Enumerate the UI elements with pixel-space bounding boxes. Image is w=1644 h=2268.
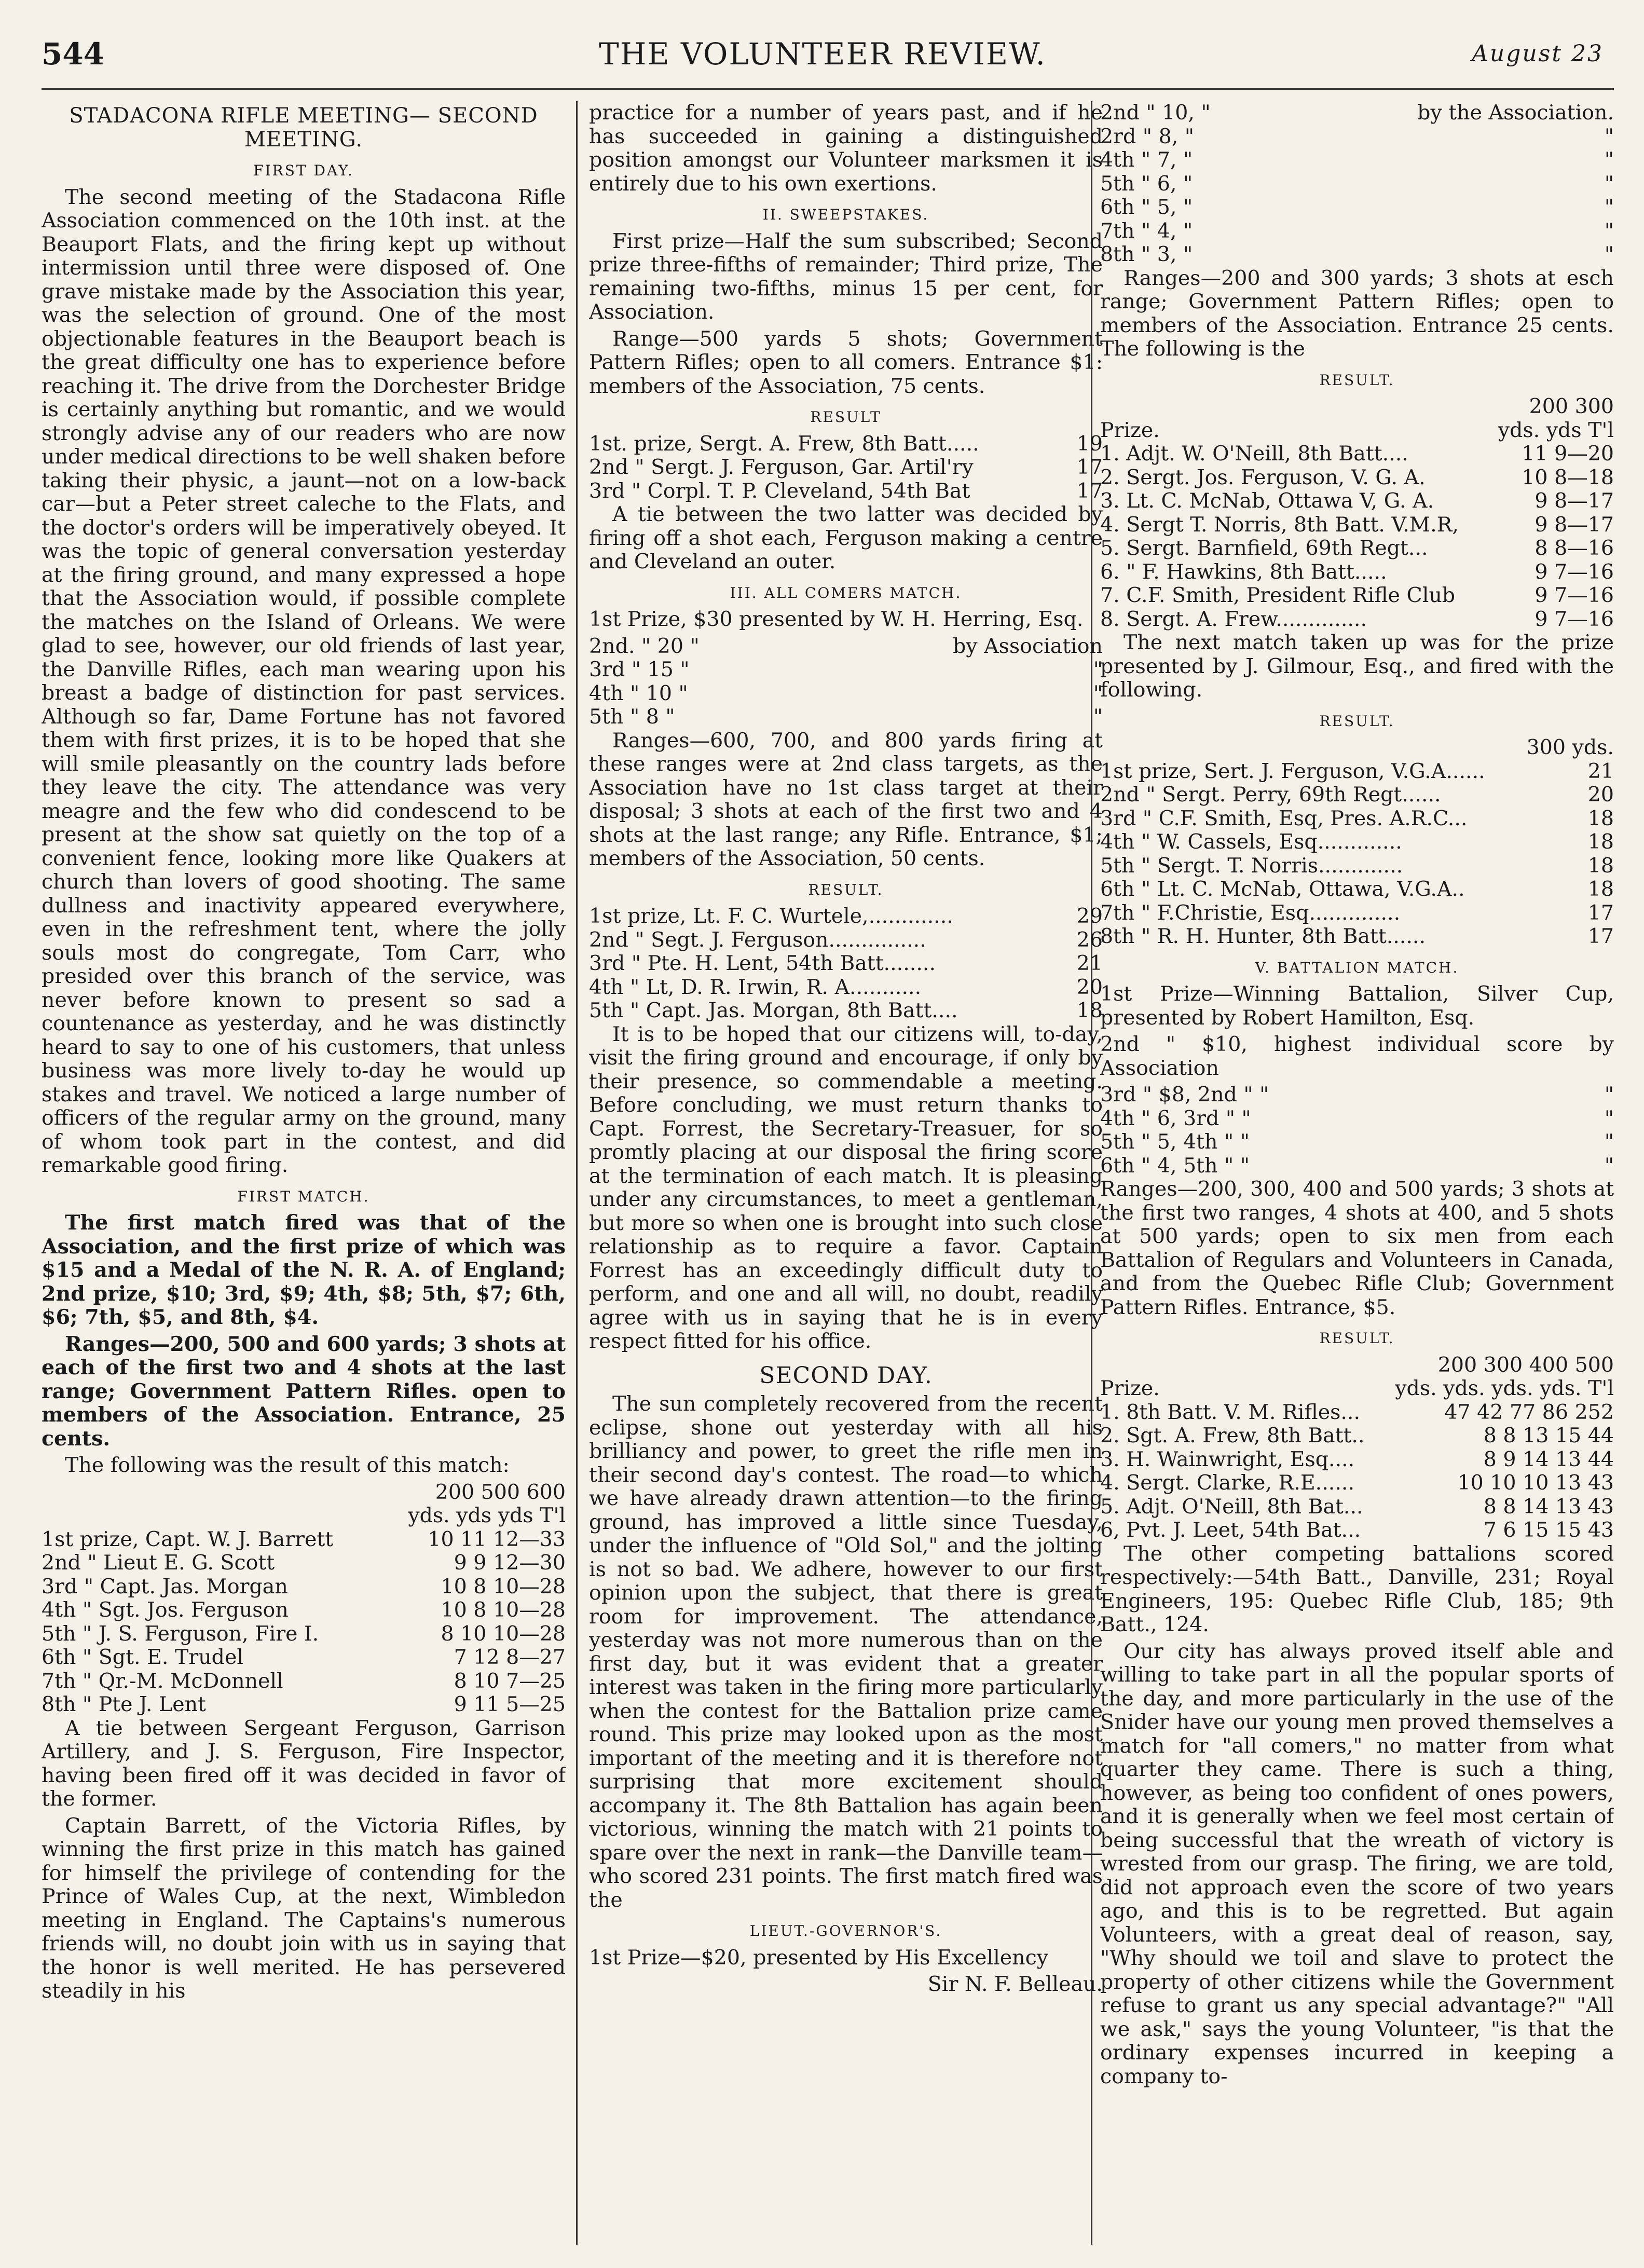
- table-cell: 9 11 5—25: [454, 1692, 566, 1716]
- table-row: [1100, 561, 1614, 584]
- table-cell: 26: [1076, 927, 1103, 952]
- table-cell: 3rd " 15 ": [589, 658, 690, 681]
- table-row: [1100, 148, 1614, 172]
- paragraph: A tie between the two latter was decided by firing off a shot each, Ferguson making a centre and Cleveland an outer.: [589, 502, 1103, 573]
- table-cell: 1st. prize, Sergt. A. Frew, 8th Batt.....: [589, 432, 979, 456]
- table-row: [1100, 1495, 1614, 1519]
- table-row: [1100, 878, 1614, 901]
- section-heading: FIRST DAY.: [253, 162, 354, 179]
- table-cell: ": [1093, 705, 1103, 729]
- table-row: [42, 1598, 566, 1622]
- table-cell: 11 9—20: [1522, 442, 1614, 466]
- table-cell: 6th " Sgt. E. Trudel: [42, 1646, 243, 1669]
- table-cell: 5th " 6, ": [1100, 172, 1193, 196]
- section-heading: RESULT: [810, 408, 882, 426]
- table-cell: 4th " W. Cassels, Esq.............: [1100, 830, 1402, 854]
- section-heading: LIEUT.-GOVERNOR'S.: [749, 1922, 942, 1939]
- section-heading: RESULT.: [1319, 371, 1395, 389]
- page-header: [42, 31, 1604, 73]
- table-cell: 8th " Pte J. Lent: [42, 1693, 206, 1716]
- table-cell: 8 8 13 15 44: [1483, 1424, 1614, 1447]
- table-cell: ": [1093, 681, 1103, 705]
- table-cell: 3. H. Wainwright, Esq....: [1100, 1447, 1355, 1471]
- table-row: [1100, 1083, 1614, 1107]
- table-cell: ": [1604, 242, 1614, 266]
- table-cell: 7 12 8—27: [454, 1645, 566, 1669]
- table-row: [1100, 513, 1614, 537]
- table-cell: 7th " F.Christie, Esq..............: [1100, 901, 1401, 925]
- table-cell: 6th " 5, ": [1100, 196, 1193, 219]
- paragraph: The following was the result of this match:: [65, 1453, 510, 1477]
- table-cell: 9 7—16: [1535, 559, 1614, 584]
- table-row: [1100, 442, 1614, 466]
- table-cell: 2nd " Sergt. Perry, 69th Regt......: [1100, 783, 1441, 807]
- paragraph: Ranges—200, 300, 400 and 500 yards; 3 shots at the first two ranges, 4 shots at 400, and 5 shots at 500 yards; open to six men from each Battalion of Regulars and Volunteers in Canada, and from the Quebec Rifle Club; Government Pattern Rifles. Entrance, $5.: [1100, 1177, 1614, 1319]
- paragraph: 1st Prize, $30 presented by W. H. Herring, Esq.: [589, 607, 1084, 631]
- table-cell: 2nd " Lieut E. G. Scott: [42, 1551, 275, 1575]
- article-heading: STADACONA RIFLE MEETING— SECOND MEETING.: [69, 104, 538, 152]
- table-cell: 17: [1587, 900, 1614, 925]
- table-cell: 8 8 14 13 43: [1483, 1494, 1614, 1519]
- table-cell: 6th " 4, 5th " ": [1100, 1154, 1250, 1178]
- table-cell: 21: [1587, 759, 1614, 783]
- table-row: [1100, 584, 1614, 608]
- paragraph: 1st Prize—Winning Battalion, Silver Cup, presented by Robert Hamilton, Esq.: [1100, 982, 1614, 1030]
- table-cell: ": [1604, 171, 1614, 196]
- table-cell: 5. Sergt. Barnfield, 69th Regt...: [1100, 537, 1428, 560]
- table-cell: 4th " Lt, D. R. Irwin, R. A...........: [589, 975, 922, 999]
- column-2: [589, 101, 1103, 2245]
- table-cell: 2rd " 8, ": [1100, 125, 1194, 148]
- paragraph: Ranges—200, 500 and 600 yards; 3 shots at each of the first two and 4 shots at the last range; Government Pattern Rifles. open to members of the Association. Entrance, 25 cents.: [42, 1332, 566, 1451]
- table-row: [589, 905, 1103, 928]
- table-cell: 7th " Qr.-M. McDonnell: [42, 1669, 283, 1693]
- table-cell: 8 9 14 13 44: [1483, 1447, 1614, 1471]
- table-cell: ": [1093, 658, 1103, 681]
- table-row: [42, 1575, 566, 1599]
- table-cell: 47 42 77 86 252: [1444, 1400, 1614, 1424]
- table-row: [589, 682, 1103, 706]
- table-row: [42, 1646, 566, 1670]
- table-row: [1100, 1519, 1614, 1542]
- table-cell: 18: [1587, 877, 1614, 901]
- table-cell: 6, Pvt. J. Leet, 54th Bat...: [1100, 1519, 1361, 1542]
- paragraph: The next match taken up was for the prize presented by J. Gilmour, Esq., and fired with the following.: [1100, 631, 1614, 702]
- table-header: [1100, 1377, 1614, 1401]
- table-cell: 5th " J. S. Ferguson, Fire I.: [42, 1622, 319, 1646]
- table-cell: 8th " R. H. Hunter, 8th Batt......: [1100, 925, 1426, 948]
- table-cell: 20: [1076, 975, 1103, 999]
- paragraph: It is to be hoped that our citizens will, to-day, visit the firing ground and encourage, if only by their presence, so commendable a meeting. Before concluding, we must return thanks to Capt. Forrest, the Secretary-Treasuer, for so promtly placing at our disposal the firing score at the termination of each match. It is pleasing under any circumstances, to meet a gentleman, but more so when one is brought into such close relationship as to require a favor. Captain Forrest has an exceedingly difficult duty to perform, and one and all will, no doubt, readily agree with us in saying that he is in every respect fitted for his office.: [589, 1022, 1103, 1353]
- table-cell: 5. Adjt. O'Neill, 8th Bat...: [1100, 1495, 1363, 1519]
- table-cell: by Association: [952, 634, 1103, 658]
- table-header: 200 300: [1529, 394, 1614, 418]
- table-cell: ": [1604, 195, 1614, 219]
- table-row: [1100, 1448, 1614, 1472]
- table-cell: 17: [1076, 455, 1103, 479]
- table-row: [1100, 807, 1614, 831]
- table-cell: 2nd. " 20 ": [589, 634, 700, 658]
- section-heading: III. ALL COMERS MATCH.: [730, 584, 962, 602]
- table-cell: 4th " Sgt. Jos. Ferguson: [42, 1598, 289, 1622]
- paragraph: The other competing battalions scored respectively:—54th Batt., Danville, 231; Royal Engineers, 195: Quebec Rifle Club, 185; 9th Batt., 124.: [1100, 1541, 1614, 1636]
- table-cell: 8 10 7—25: [454, 1669, 566, 1693]
- table-row: [1100, 830, 1614, 854]
- table-row: [589, 976, 1103, 1000]
- section-heading: RESULT.: [1319, 712, 1395, 730]
- table-cell: 10 8 10—28: [441, 1574, 566, 1598]
- table-cell: 9 9 12—30: [454, 1551, 566, 1575]
- paragraph: practice for a number of years past, and if he has succeeded in gaining a distinguished position amongst our Volunteer marksmen it is entirely due to his own exertions.: [589, 101, 1103, 196]
- paragraph: The first match fired was that of the Association, and the first prize of which was $15 and a Medal of the N. R. A. of England; 2nd prize, $10; 3rd, $9; 4th, $8; 5th, $7; 6th, $6; 7th, $5, and 8th, $4.: [42, 1211, 566, 1329]
- table-cell: 21: [1076, 951, 1103, 975]
- column-3: [1100, 101, 1614, 2245]
- table-row: [1100, 220, 1614, 243]
- table-cell: Prize.: [1100, 418, 1160, 442]
- table-row: [589, 658, 1103, 682]
- table-cell: 18: [1587, 806, 1614, 830]
- table-row: [1100, 1471, 1614, 1495]
- table-row: [1100, 172, 1614, 196]
- table-cell: 8. Sergt. A. Frew..............: [1100, 607, 1367, 631]
- table-cell: 2nd " Segt. J. Ferguson...............: [589, 928, 926, 952]
- paragraph: Our city has always proved itself able and willing to take part in all the popular sports of the day, and more particularly in the use of the Snider have our young men proved themselves a match for "all comers," no matter from what quarter they came. There is such a thing, however, as being too confident of ones powers, and it is generally when we feel most certain of being successful that the wreath of victory is wrested from our grasp. The firing, we are told, did not approach even the score of two years ago, and this is to be regretted. But again Volunteers, with a great deal of reason, say, "Why should we toil and slave to protect the property of other citizens while the Government refuse to grant us any special advantage?" "All we ask," says the young Volunteer, "is that the ordinary expenses incurred in keeping a company to-: [1100, 1639, 1614, 2088]
- table-cell: 4th " 7, ": [1100, 148, 1193, 172]
- column-rule: [576, 101, 578, 2245]
- table-row: [589, 999, 1103, 1023]
- table-header: 200 500 600: [435, 1480, 566, 1504]
- column-1: [42, 101, 566, 2245]
- table-cell: 1. Adjt. W. O'Neill, 8th Batt....: [1100, 442, 1408, 466]
- table-cell: 1st prize, Sert. J. Ferguson, V.G.A......: [1100, 759, 1485, 783]
- table-row: [1100, 925, 1614, 949]
- table-row: [1100, 1424, 1614, 1448]
- table-cell: 18: [1587, 853, 1614, 878]
- table-cell: yds. yds T'l: [1498, 418, 1614, 442]
- table-cell: 1. 8th Batt. V. M. Rifles...: [1100, 1400, 1361, 1424]
- table-header: [1100, 419, 1614, 443]
- table-cell: 10 8 10—28: [441, 1598, 566, 1622]
- table-row: [1100, 1401, 1614, 1425]
- table-row: [42, 1693, 566, 1717]
- table-cell: yds. yds. yds. yds. T'l: [1395, 1376, 1614, 1400]
- paragraph: The sun completely recovered from the recent eclipse, shone out yesterday with all his brilliancy and power, to greet the rifle men in their second day's contest. The road—to which we have already drawn attention—to the firing ground, has improved a little since Tuesday, under the influence of "Old Sol," and the jolting is not so bad. We adhere, however to our first opinion upon the subject, that there is great room for improvement. The attendance, yesterday was not more numerous than on the first day, but it was evident that a greater interest was taken in the firing more particularly when the contest for the Battalion prize came round. This prize may looked upon as the most important of the meeting and it is therefore not surprising that more excitement should accompany it. The 8th Battalion has again been victorious, winning the match with 21 points to spare over the next in rank—the Danville team—who scored 231 points. The first match fired was the: [589, 1392, 1103, 1912]
- table-cell: 18: [1587, 830, 1614, 854]
- table-cell: 6. " F. Hawkins, 8th Batt.....: [1100, 560, 1387, 584]
- paragraph: Captain Barrett, of the Victoria Rifles, by winning the first prize in this match has gained for himself the privilege of contending for the Prince of Wales Cup, at the next, Wimbledon meeting in England. The Captains's numerous friends will, no doubt join with us in saying that the honor is well merited. He has persevered steadily in his: [42, 1813, 566, 2003]
- table-row: [1100, 854, 1614, 878]
- paragraph: Range—500 yards 5 shots; Government Pattern Rifles; open to all comers. Entrance $1: members of the Association, 75 cents.: [589, 326, 1103, 398]
- section-heading: RESULT.: [808, 881, 884, 898]
- paragraph: A tie between Sergeant Ferguson, Garrison Artillery, and J. S. Ferguson, Fire Inspector, having been fired off it was decided in favor of the former.: [42, 1716, 566, 1811]
- table-row: [589, 705, 1103, 729]
- table-cell: ": [1604, 148, 1614, 172]
- table-cell: 2nd " 10, ": [1100, 101, 1211, 125]
- table-cell: 5th " Capt. Jas. Morgan, 8th Batt....: [589, 999, 958, 1022]
- table-cell: ": [1604, 1106, 1614, 1130]
- paragraph: First prize—Half the sum subscribed; Second prize three-fifths of remainder; Third prize, The remaining two-fifths, minus 15 per cent, for Association.: [589, 229, 1103, 324]
- table-cell: 1st prize, Lt. F. C. Wurtele,.............: [589, 905, 953, 928]
- masthead-title: THE VOLUNTEER REVIEW.: [599, 36, 1046, 72]
- section-heading: II. SWEEPSTAKES.: [762, 206, 929, 223]
- table-cell: 17: [1587, 924, 1614, 948]
- table-cell: 8 10 10—28: [441, 1621, 566, 1646]
- issue-date: August 23: [1472, 40, 1604, 67]
- table-cell: 7th " 4, ": [1100, 219, 1193, 243]
- table-row: [589, 480, 1103, 503]
- table-cell: 18: [1076, 999, 1103, 1022]
- paragraph: 1st Prize—$20, presented by His Excellency: [589, 1945, 1049, 1970]
- table-cell: 8 8—16: [1535, 536, 1614, 560]
- table-cell: 20: [1587, 783, 1614, 807]
- section-heading: FIRST MATCH.: [237, 1187, 370, 1205]
- table-cell: 4. Sergt. Clarke, R.E......: [1100, 1471, 1355, 1495]
- table-cell: 9 7—16: [1535, 583, 1614, 607]
- table-cell: 9 7—16: [1535, 607, 1614, 631]
- table-cell: 10 10 10 13 43: [1457, 1471, 1614, 1495]
- header-rule: [42, 88, 1614, 90]
- table-cell: 5th " Sergt. T. Norris.............: [1100, 854, 1403, 878]
- table-row: [1100, 101, 1614, 125]
- section-heading: SECOND DAY.: [759, 1362, 933, 1389]
- table-row: [1100, 1107, 1614, 1131]
- table-header: 300 yds.: [1526, 735, 1614, 759]
- table-cell: 7 6 15 15 43: [1483, 1518, 1614, 1542]
- table-row: [589, 635, 1103, 659]
- table-cell: 5th " 8 ": [589, 705, 675, 729]
- table-row: [42, 1622, 566, 1646]
- table-cell: ": [1604, 1083, 1614, 1106]
- table-row: [589, 456, 1103, 480]
- table-cell: 3rd " Corpl. T. P. Cleveland, 54th Bat: [589, 479, 970, 503]
- table-row: [1100, 608, 1614, 632]
- table-cell: 7. C.F. Smith, President Rifle Club: [1100, 584, 1456, 607]
- paragraph: Ranges—200 and 300 yards; 3 shots at esch range; Government Pattern Rifles; open to members of the Association. Entrance 25 cents. The following is the: [1100, 266, 1614, 361]
- table-row: [42, 1528, 566, 1552]
- table-cell: 19: [1076, 431, 1103, 456]
- table-cell: ": [1604, 124, 1614, 148]
- table-header: yds. yds yds T'l: [408, 1504, 566, 1527]
- table-cell: 9 8—17: [1535, 512, 1614, 537]
- table-row: [1100, 489, 1614, 513]
- page-number: 544: [42, 36, 105, 72]
- table-cell: 5th " 5, 4th " ": [1100, 1130, 1250, 1154]
- table-row: [1100, 466, 1614, 490]
- table-row: [1100, 125, 1614, 149]
- table-cell: ": [1604, 218, 1614, 243]
- table-cell: 10 8—18: [1522, 465, 1614, 489]
- table-row: [1100, 1154, 1614, 1178]
- table-cell: 2. Sergt. Jos. Ferguson, V. G. A.: [1100, 466, 1426, 489]
- table-row: [589, 928, 1103, 952]
- table-row: [1100, 1130, 1614, 1154]
- table-cell: 1st prize, Capt. W. J. Barrett: [42, 1527, 334, 1551]
- table-cell: ": [1604, 1130, 1614, 1154]
- paragraph: The second meeting of the Stadacona Rifle Association commenced on the 10th inst. at the Beauport Flats, and the firing kept up without intermission until three were disposed of. One grave mistake made by the Association this year, was the selection of ground. One of the most objectionable features in the Beauport beach is the great difficulty one has to experience before reaching it. The drive from the Dorchester Bridge is certainly anything but romantic, and we would strongly advise any of our readers who are now under medical directions to be well shaken before taking their physic, a jaunt—not on a low-back car—but a Peter street caleche to the Flats, and the doctor's orders will be imperatively obeyed. It was the topic of general conversation yesterday at the firing ground, and many expressed a hope that the Association would, if possible complete the matches on the Island of Orleans. We were glad to see, however, our old friends of last year, the Danville Rifles, each man wearing upon his breast a badge of distinction for past services. Although so far, Dame Fortune has not favored them with first prizes, it is to be hoped that she will smile pleasantly on the country lads before they leave the city. The attendance was very meagre and the few who did condescend to be present at the show sat quietly on the top of a convenient fence, looking more like Quakers at church than lovers of good shooting. The same dullness and inactivity appeared everywhere, even in the refreshment tent, where the jolly souls most do congregate, Tom Carr, who presided over this branch of the service, was never before known to present so sad a countenance as yesterday, and he was distinctly heard to say to one of his customers, that unless business was more lively to-day he would up stakes and travel. We noticed a large number of officers of the regular army on the ground, many of whom took part in the contest, and did remarkable good firing.: [42, 185, 566, 1177]
- table-cell: 4. Sergt T. Norris, 8th Batt. V.M.R,: [1100, 513, 1459, 537]
- table-cell: 3rd " Pte. H. Lent, 54th Batt........: [589, 952, 936, 975]
- section-heading: V. BATTALION MATCH.: [1255, 959, 1459, 976]
- table-cell: by the Association.: [1417, 101, 1614, 125]
- paragraph: Sir N. F. Belleau.: [927, 1972, 1103, 1996]
- table-cell: ": [1604, 1153, 1614, 1178]
- table-cell: 10 11 12—33: [428, 1527, 566, 1551]
- table-cell: 4th " 10 ": [589, 681, 688, 705]
- table-row: [1100, 783, 1614, 807]
- table-row: [42, 1670, 566, 1693]
- table-cell: 2nd " Sergt. J. Ferguson, Gar. Artil'ry: [589, 456, 974, 479]
- table-row: [1100, 243, 1614, 267]
- table-row: [1100, 901, 1614, 925]
- table-row: [1100, 537, 1614, 561]
- table-cell: 9 8—17: [1535, 489, 1614, 513]
- table-cell: 4th " 6, 3rd " ": [1100, 1106, 1251, 1130]
- paragraph: Ranges—600, 700, and 800 yards firing at these ranges were at 2nd class targets, as the Association have no 1st class target at their disposal; 3 shots at each of the first two and 4 shots at the last range; any Rifle. Entrance, $1; members of the Association, 50 cents.: [589, 728, 1103, 870]
- table-cell: 6th " Lt. C. McNab, Ottawa, V.G.A..: [1100, 878, 1465, 901]
- table-row: [42, 1551, 566, 1575]
- table-cell: 17: [1076, 479, 1103, 503]
- table-row: [589, 432, 1103, 456]
- paragraph: 2nd " $10, highest individual score by Association: [1100, 1032, 1614, 1080]
- table-cell: 3rd " C.F. Smith, Esq, Pres. A.R.C...: [1100, 807, 1468, 830]
- table-header: 200 300 400 500: [1437, 1352, 1614, 1377]
- table-cell: 3rd " Capt. Jas. Morgan: [42, 1575, 288, 1598]
- table-cell: 3. Lt. C. McNab, Ottawa V, G. A.: [1100, 489, 1434, 513]
- table-row: [1100, 196, 1614, 220]
- table-cell: Prize.: [1100, 1377, 1160, 1400]
- table-row: [589, 952, 1103, 976]
- section-heading: RESULT.: [1319, 1330, 1395, 1347]
- table-cell: 3rd " $8, 2nd " ": [1100, 1083, 1269, 1106]
- table-row: [1100, 760, 1614, 784]
- table-cell: 2. Sgt. A. Frew, 8th Batt..: [1100, 1424, 1365, 1447]
- table-cell: 8th " 3, ": [1100, 243, 1193, 266]
- table-cell: 29: [1076, 904, 1103, 928]
